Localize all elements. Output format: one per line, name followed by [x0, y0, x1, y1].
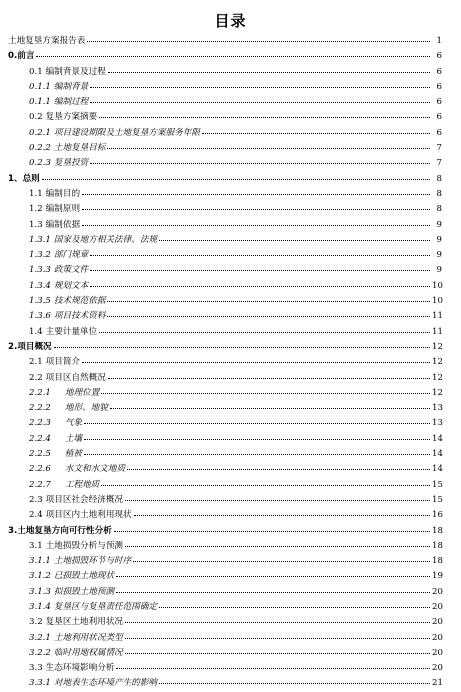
toc-entry-text: 生态环境影响分析: [45, 663, 115, 674]
toc-entry-text: 土地损毁分析与预测: [45, 540, 124, 551]
toc-entry[interactable]: [8, 646, 442, 661]
toc-entry-label: [29, 156, 88, 171]
toc-entry-number: 1.4: [29, 326, 43, 337]
toc-entry[interactable]: [8, 386, 442, 401]
toc-page-number: 10: [432, 280, 443, 291]
toc-entry-label: [29, 631, 123, 646]
toc-entry-number: 0.1: [29, 66, 43, 77]
toc-leader-dots: [114, 524, 430, 533]
toc-leader-dots: [110, 401, 430, 410]
toc-page-number: 21: [432, 678, 443, 689]
toc-entry-text: 编制原则: [45, 204, 81, 215]
toc-leader-dots: [108, 65, 430, 74]
toc-entry-label: [29, 432, 82, 447]
toc-entry-text: 已损毁土地现状: [53, 571, 115, 582]
toc-entry[interactable]: [8, 248, 442, 263]
toc-entry-label: [8, 172, 40, 187]
toc-entry[interactable]: [8, 401, 442, 416]
toc-entry-text: 植被: [64, 449, 83, 460]
toc-entry[interactable]: [8, 600, 442, 615]
toc-entry[interactable]: [8, 49, 442, 64]
toc-leader-dots: [101, 478, 430, 487]
toc-page-number: 7: [436, 158, 442, 169]
toc-entry-number: 0.2: [29, 112, 43, 123]
toc-entry-text: 土地复垦目标: [53, 143, 106, 154]
toc-entry-label: [29, 65, 106, 80]
toc-entry-number: 1.3.2: [29, 250, 51, 261]
toc-entry[interactable]: [8, 432, 442, 447]
toc-entry[interactable]: [8, 263, 442, 278]
toc-leader-dots: [42, 172, 430, 181]
toc-leader-dots: [82, 218, 430, 227]
toc-entry[interactable]: [8, 65, 442, 80]
toc-page-number: 8: [436, 188, 442, 199]
toc-entry-text: 国家及地方相关法律、法规: [53, 234, 158, 245]
toc-entry-text: 项目区内土地利用现状: [45, 510, 132, 521]
toc-leader-dots: [90, 248, 430, 257]
toc-page-number: 9: [436, 219, 442, 230]
toc-leader-dots: [134, 508, 430, 517]
toc-entry-text: 复垦区与复垦责任范围确定: [53, 601, 158, 612]
toc-entry-number: 3.1.3: [29, 586, 51, 597]
toc-entry[interactable]: [8, 615, 442, 630]
toc-entry-text: 编制背景及过程: [45, 66, 106, 77]
toc-entry-label: [29, 386, 99, 401]
toc-page-number: 14: [432, 464, 443, 475]
toc-entry-text: 复垦投资: [53, 158, 89, 169]
toc-entry-text: 编制背景: [53, 81, 89, 92]
toc-entry-label: [29, 462, 125, 477]
toc-leader-dots: [99, 110, 430, 119]
toc-page-number: 12: [432, 387, 443, 398]
toc-page-number: 6: [436, 112, 442, 123]
toc-entry-text: 拟损毁土地预测: [53, 586, 115, 597]
toc-entry-text: 项目简介: [45, 357, 81, 368]
toc-entry-label: [29, 233, 157, 248]
toc-page-number: 16: [432, 510, 443, 521]
toc-page-number: 18: [432, 525, 443, 536]
toc-entry[interactable]: [8, 80, 442, 95]
toc-entry-text: 复垦方案摘要: [45, 112, 98, 123]
toc-page-number: 6: [436, 127, 442, 138]
toc-entry[interactable]: [8, 462, 442, 477]
toc-entry-number: 2.2.7: [29, 479, 51, 490]
toc-entry-text: 项目区自然概况: [45, 372, 106, 383]
toc-entry-label: [29, 248, 88, 263]
toc-leader-dots: [82, 355, 430, 364]
toc-entry[interactable]: [8, 676, 442, 691]
toc-entry-label: [29, 447, 82, 462]
toc-entry[interactable]: [8, 202, 442, 217]
toc-page-number: 11: [432, 311, 443, 322]
toc-page-number: 7: [436, 143, 442, 154]
toc-leader-dots: [90, 80, 430, 89]
toc-entry-text: 项目建设期限及土地复垦方案服务年限: [53, 127, 200, 138]
toc-entry-label: [29, 325, 97, 340]
toc-entry[interactable]: [8, 95, 442, 110]
toc-entry-label: [29, 615, 123, 630]
toc-entry-number: 0.2.3: [29, 158, 51, 169]
toc-leader-dots: [159, 233, 430, 242]
toc-entry-text: 部门规章: [53, 250, 89, 261]
toc-leader-dots: [90, 263, 430, 272]
toc-entry-number: 2.3: [29, 494, 43, 505]
toc-entry-number: 1.3.6: [29, 311, 51, 322]
toc-entry-label: [29, 585, 114, 600]
toc-page-number: 9: [436, 234, 442, 245]
toc-page-number: 9: [436, 265, 442, 276]
toc-leader-dots: [84, 447, 430, 456]
toc-leader-dots: [107, 309, 430, 318]
toc-entry-label: [29, 95, 88, 110]
toc-entry-text: 土地利用状况类型: [53, 632, 123, 643]
toc-entry-text: 土地损毁环节与时序: [53, 556, 132, 567]
toc-entry-number: 3.: [8, 525, 18, 536]
toc-page-number: 13: [432, 403, 443, 414]
toc-entry-number: 3.1.2: [29, 571, 51, 582]
toc-entry-text: 土地复垦方向可行性分析: [17, 525, 112, 536]
toc-entry-label: [29, 309, 105, 324]
toc-entry-number: 1.3.3: [29, 265, 51, 276]
toc-entry[interactable]: [8, 416, 442, 431]
toc-entry-text: 规划文本: [53, 280, 89, 291]
toc-entry[interactable]: [8, 340, 442, 355]
toc-entry-label: [8, 340, 52, 355]
toc-entry[interactable]: [8, 34, 442, 49]
toc-entry-text: 项目区社会经济概况: [45, 494, 124, 505]
toc-entry-label: [8, 49, 34, 64]
toc-leader-dots: [125, 539, 430, 548]
toc-entry[interactable]: [8, 631, 442, 646]
toc-leader-dots: [87, 34, 430, 43]
toc-page-number: 20: [432, 647, 443, 658]
toc-entry[interactable]: [8, 279, 442, 294]
toc-entry-label: [29, 539, 123, 554]
toc-entry-label: [29, 646, 123, 661]
toc-entry-text: 对地表生态环境产生的影响: [53, 678, 158, 689]
toc-entry-label: [29, 600, 157, 615]
toc-entry-text: 临时用地权属情况: [53, 647, 123, 658]
toc-entry-number: 2.: [8, 341, 18, 352]
toc-leader-dots: [84, 416, 430, 425]
toc-leader-dots: [101, 386, 430, 395]
toc-leader-dots: [84, 432, 430, 441]
toc-entry-text: 项目技术资料: [53, 311, 106, 322]
toc-page-number: 13: [432, 418, 443, 429]
toc-entry[interactable]: [8, 218, 442, 233]
toc-entry-number: 1.1: [29, 188, 43, 199]
toc-page-number: 10: [432, 296, 443, 307]
toc-entry-number: 1.3: [29, 219, 43, 230]
toc-entry-number: 1.3.1: [29, 234, 51, 245]
toc-entry-number: 2.2.2: [29, 403, 51, 414]
toc-leader-dots: [107, 141, 430, 150]
toc-entry-number: 2.2.5: [29, 449, 51, 460]
toc-entry-number: 3.2.1: [29, 632, 51, 643]
toc-entry-text: 总则: [22, 173, 40, 184]
toc-entry-number: 0.1.1: [29, 97, 51, 108]
toc-leader-dots: [108, 371, 430, 380]
toc-entry-text: 复垦区土地利用状况: [45, 617, 124, 628]
toc-entry-number: 3.2: [29, 617, 43, 628]
toc-page-number: 18: [432, 540, 443, 551]
toc-page-number: 12: [432, 341, 443, 352]
toc-page-number: 1: [436, 36, 442, 46]
toc-entry-number: 0.2.2: [29, 143, 51, 154]
toc-entry-label: [29, 80, 88, 95]
toc-entry[interactable]: [8, 539, 442, 554]
toc-entry[interactable]: [8, 172, 442, 187]
toc-entry[interactable]: [8, 141, 442, 156]
toc-entry[interactable]: [8, 447, 442, 462]
toc-entry-label: [8, 524, 112, 539]
toc-entry[interactable]: [8, 478, 442, 493]
toc-entry-number: 3.1.1: [29, 556, 51, 567]
toc-entry-label: [29, 110, 97, 125]
toc-entry-label: [29, 141, 105, 156]
toc-entry[interactable]: [8, 187, 442, 202]
toc-leader-dots: [125, 615, 430, 624]
toc-page-number: 19: [432, 571, 443, 582]
toc-entry-label: [29, 126, 200, 141]
toc-entry-text: 主要计量单位: [45, 326, 98, 337]
toc-entry[interactable]: [8, 309, 442, 324]
toc-entry-label: [29, 508, 132, 523]
toc-entry-text: 前言: [17, 51, 35, 62]
toc-entry[interactable]: [8, 508, 442, 523]
toc-entry-number: 1.3.5: [29, 296, 51, 307]
toc-entry[interactable]: [8, 110, 442, 125]
toc-entry-text: 水文和水文地质: [64, 464, 126, 475]
toc-entry-text: 土地复垦方案报告表: [8, 36, 86, 46]
toc-leader-dots: [90, 279, 430, 288]
toc-leader-dots: [159, 676, 430, 685]
toc-entry-text: 编制目的: [45, 188, 81, 199]
toc-page-number: 11: [432, 326, 443, 337]
toc-leader-dots: [202, 126, 430, 135]
toc-page-number: 9: [436, 250, 442, 261]
toc-entry-label: [29, 263, 88, 278]
toc-entry[interactable]: [8, 554, 442, 569]
toc-entry-label: [29, 294, 105, 309]
toc-entry-label: [29, 401, 108, 416]
toc-page-number: 14: [432, 433, 443, 444]
toc-page-number: 12: [432, 357, 443, 368]
toc-leader-dots: [127, 462, 430, 471]
toc-entry-number: 2.2.6: [29, 464, 51, 475]
toc-entry-number: 1、: [8, 173, 23, 184]
toc-entry-label: [29, 478, 99, 493]
toc-entry-number: 0.1.1: [29, 81, 51, 92]
toc-page-number: 6: [436, 81, 442, 92]
toc-page-number: 20: [432, 586, 443, 597]
toc-leader-dots: [90, 156, 430, 165]
toc-entry-text: 地形、地貌: [64, 403, 108, 414]
toc-entry-number: 0.2.1: [29, 127, 51, 138]
toc-entry-number: 3.3.1: [29, 678, 51, 689]
toc-leader-dots: [125, 646, 430, 655]
toc-leader-dots: [116, 569, 430, 578]
toc-entry[interactable]: [8, 493, 442, 508]
toc-entry[interactable]: [8, 325, 442, 340]
toc-page-number: 15: [432, 494, 443, 505]
toc-page-number: 20: [432, 601, 443, 612]
toc-page-number: 12: [432, 372, 443, 383]
toc-entry[interactable]: [8, 585, 442, 600]
toc-entry-number: 3.3: [29, 663, 43, 674]
toc-entry-label: [29, 371, 106, 386]
toc-entry[interactable]: [8, 156, 442, 171]
toc-entry[interactable]: [8, 569, 442, 584]
toc-entry-text: 项目概况: [17, 341, 52, 352]
toc-page-number: 20: [432, 617, 443, 628]
toc-page-number: 20: [432, 632, 443, 643]
toc-entry-label: [29, 416, 82, 431]
toc-entry-number: 2.2.3: [29, 418, 51, 429]
toc-entry-text: 工程地质: [64, 479, 100, 490]
toc-leader-dots: [159, 600, 430, 609]
toc-entry-text: 土壤: [64, 433, 83, 444]
toc-entry[interactable]: [8, 371, 442, 386]
toc-leader-dots: [116, 585, 430, 594]
toc-page-number: 15: [432, 479, 443, 490]
toc-entry-text: 技术规范依据: [53, 296, 106, 307]
toc-leader-dots: [82, 187, 430, 196]
page-title: 目录: [214, 12, 247, 30]
toc-entry-number: 2.2.1: [29, 387, 51, 398]
toc-entry-text: 编制过程: [53, 97, 89, 108]
toc-entry-label: [29, 569, 114, 584]
toc-entry-number: 1.3.4: [29, 280, 51, 291]
toc-entry-number: 2.2.4: [29, 433, 51, 444]
toc-page-number: 18: [432, 556, 443, 567]
toc-entry[interactable]: [8, 233, 442, 248]
toc-leader-dots: [99, 325, 430, 334]
table-of-contents: [8, 34, 442, 692]
toc-entry-number: 2.1: [29, 357, 43, 368]
toc-page-number: 8: [436, 173, 442, 184]
toc-page-number: 20: [432, 663, 443, 674]
toc-entry-label: [29, 355, 80, 370]
toc-leader-dots: [90, 95, 430, 104]
toc-entry[interactable]: [8, 355, 442, 370]
toc-entry-text: 编制依据: [45, 219, 81, 230]
toc-page-number: 8: [436, 204, 442, 215]
toc-entry-number: 0.: [8, 51, 18, 62]
toc-entry-label: [29, 493, 123, 508]
toc-entry-label: [29, 187, 80, 202]
toc-leader-dots: [133, 554, 430, 563]
toc-leader-dots: [125, 631, 430, 640]
toc-page-number: 14: [432, 449, 443, 460]
toc-entry-label: [29, 676, 157, 691]
toc-leader-dots: [54, 340, 430, 349]
toc-page-number: 6: [436, 51, 442, 62]
toc-entry-label: [8, 34, 85, 49]
toc-entry-text: 气象: [64, 418, 83, 429]
toc-leader-dots: [82, 202, 430, 211]
toc-entry[interactable]: [8, 524, 442, 539]
toc-page-number: 6: [436, 97, 442, 108]
toc-entry-label: [29, 554, 131, 569]
toc-entry-number: 1.2: [29, 204, 43, 215]
toc-entry-number: 3.1.4: [29, 601, 51, 612]
toc-entry-number: 2.4: [29, 510, 43, 521]
toc-entry-label: [29, 279, 88, 294]
toc-entry-number: 2.2: [29, 372, 43, 383]
toc-entry-text: 政策文件: [53, 265, 89, 276]
toc-entry[interactable]: [8, 126, 442, 141]
toc-leader-dots: [36, 49, 430, 58]
toc-page-number: 6: [436, 66, 442, 77]
toc-entry-label: [29, 202, 80, 217]
toc-entry-number: 3.2.2: [29, 647, 51, 658]
toc-leader-dots: [125, 493, 430, 502]
toc-entry-number: 3.1: [29, 540, 43, 551]
toc-leader-dots: [107, 294, 430, 303]
toc-entry[interactable]: [8, 294, 442, 309]
toc-entry-text: 地理位置: [64, 387, 100, 398]
toc-entry-label: [29, 218, 80, 233]
